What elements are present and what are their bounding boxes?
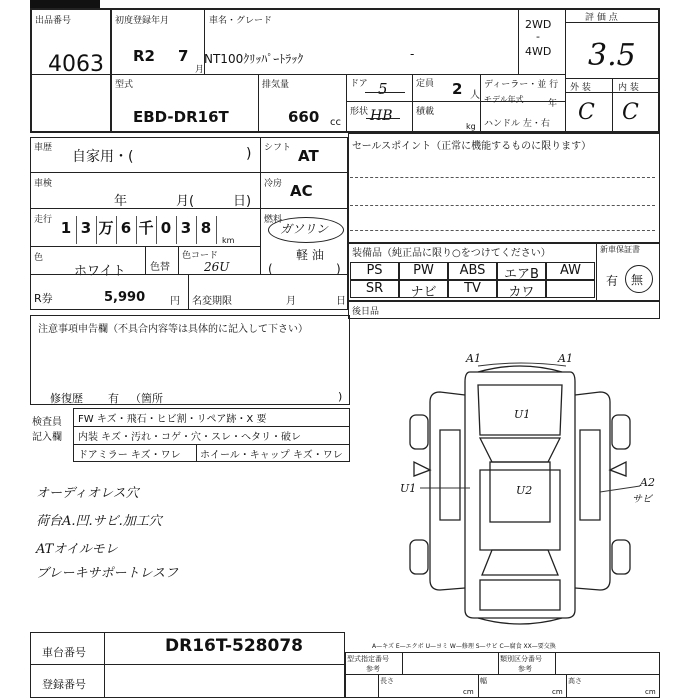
drive-4wd: 4WD	[525, 45, 552, 58]
new-car-warranty-label: 新車保証書	[600, 245, 640, 254]
shift-value: AT	[298, 147, 319, 165]
reg-label: 登録番号	[42, 678, 86, 691]
inspect-month: 月(	[176, 194, 195, 209]
handwritten-note: オーディオレス穴	[36, 486, 139, 501]
divider	[478, 674, 479, 698]
width-cm: cm	[552, 688, 563, 696]
shift-label: シフト	[264, 143, 292, 153]
mileage-digit: 1	[56, 216, 77, 244]
load-unit: kg	[466, 122, 476, 131]
mileage-digit: 0	[156, 216, 177, 244]
equipment-item: カワ	[497, 280, 546, 298]
equipment-label: 装備品（純正品に限り○をつけてください）	[352, 248, 551, 259]
model-name: NT100ｸﾘｯﾊﾟｰﾄﾗｯｸ	[204, 52, 304, 66]
divider	[30, 664, 345, 665]
recycle-unit: 円	[170, 296, 180, 307]
equipment-item: エアB	[497, 262, 546, 280]
first-reg-label: 初度登録年月	[115, 16, 170, 26]
right-side-window	[580, 430, 600, 520]
first-reg-month: 7	[178, 47, 189, 65]
legend: A—キズ E—エクボ U—ヨミ W—修理 S—サビ C—腐食 XX—要交換	[372, 643, 556, 650]
class-label: 類別区分番号	[500, 655, 542, 663]
disp-value: 660	[288, 108, 320, 126]
rear-bumper	[478, 618, 562, 624]
divider	[566, 674, 567, 698]
divider	[402, 652, 403, 674]
fuel-value: ガソリン	[280, 222, 329, 236]
equipment-item: ナビ	[399, 280, 448, 298]
mileage-digit: 8	[196, 216, 217, 244]
length-cm: cm	[463, 688, 474, 696]
use-label: 車歴	[34, 143, 53, 153]
load-label: 積載	[416, 107, 435, 117]
capacity-value: 2	[452, 80, 463, 98]
divider	[555, 652, 556, 674]
height-label: 高さ	[568, 677, 582, 685]
handwritten-note: ブレーキサポートレスフ	[36, 566, 179, 581]
first-reg-era: R2	[133, 47, 155, 65]
repair-yes: 有	[108, 392, 119, 405]
meigi-day: 日	[336, 296, 346, 307]
mileage-unit: km	[222, 236, 235, 245]
color-label: 色	[34, 253, 44, 263]
equipment-item: TV	[448, 280, 497, 298]
left-side-window	[440, 430, 460, 520]
class-ref: 参考	[518, 665, 532, 673]
mileage-digit: 千	[136, 216, 157, 244]
repair-label: 修復歴	[50, 392, 83, 405]
interior-grade: C	[622, 100, 639, 125]
chassis-value: DR16T-528078	[165, 636, 303, 656]
equipment-item: ABS	[448, 262, 497, 280]
door-value: 5	[378, 80, 388, 98]
rear-panel	[480, 580, 560, 610]
divider	[498, 652, 499, 674]
divider	[104, 632, 105, 698]
mileage-digit: 万	[96, 216, 117, 244]
mark-a1-right: A1	[558, 352, 573, 365]
recycle-value: 5,990	[104, 290, 146, 305]
divider	[378, 674, 379, 698]
warranty-yes: 有	[606, 274, 619, 288]
color-value: ホワイト	[74, 264, 126, 279]
meigi-month: 月	[286, 296, 296, 307]
ac-value: AC	[290, 182, 313, 200]
wheel-rr	[612, 540, 630, 574]
model-name-label: 車名・グレード	[209, 16, 273, 26]
inspector-label-2: 記入欄	[32, 432, 62, 443]
inspector-label-1: 検査員	[32, 417, 62, 428]
width-label: 幅	[480, 677, 487, 685]
mileage-digit: 6	[116, 216, 137, 244]
wheel-rl	[410, 540, 428, 574]
mark-u1-top: U1	[514, 408, 531, 421]
interior-row: 内装 キズ・汚れ・コゲ・穴・スレ・へタリ・破レ	[78, 432, 301, 443]
inspect-day: 日)	[233, 194, 252, 209]
equipment-item: PW	[399, 262, 448, 280]
notes-label: 注意事項申告欄（不具合内容等は具体的に記入して下さい）	[38, 324, 308, 335]
mirror-left	[414, 462, 430, 476]
mileage-digit: 3	[176, 216, 197, 244]
meigi-label: 名変期限	[192, 296, 232, 307]
handle-label: ハンドル 左・右	[484, 119, 550, 129]
use-value: 自家用・(	[72, 149, 134, 165]
fw-row: FW キズ・飛石・ヒビ割・リペア跡・X 要	[78, 414, 267, 425]
shape-value: HB	[370, 108, 393, 124]
ac-label: 冷房	[264, 179, 283, 189]
drive-dash: -	[536, 30, 540, 43]
door-label: ドア	[350, 79, 368, 89]
handwritten-note: ATオイルモレ	[36, 542, 118, 557]
after-label: 後日品	[352, 307, 380, 317]
score-value: 3.5	[588, 38, 636, 73]
front-bumper	[478, 366, 562, 372]
capacity-label: 定員	[416, 79, 435, 89]
spec-label: 型式指定番号	[347, 655, 389, 663]
mirror-right	[610, 462, 626, 476]
disp-label: 排気量	[262, 80, 290, 90]
mileage-digit: 3	[76, 216, 97, 244]
exterior-label: 外 装	[570, 83, 591, 93]
color-code-label: 色コード	[182, 251, 219, 261]
wheel-row: ホイール・キャップ キズ・ワレ	[200, 450, 343, 461]
divider	[345, 674, 660, 675]
fuel-paren-open: (	[268, 262, 273, 276]
equipment-item: SR	[350, 280, 399, 298]
interior-label: 内 装	[618, 83, 639, 93]
lot-label: 出品番号	[35, 16, 72, 26]
inspect-year: 年	[114, 194, 128, 209]
mark-a2-sub: サビ	[632, 494, 652, 505]
year-unit: 年	[548, 99, 558, 109]
wheel-fr	[612, 415, 630, 449]
repair-close: )	[338, 390, 343, 403]
drive-2wd: 2WD	[525, 18, 552, 31]
dealer-label: ディーラー・並 行	[484, 80, 559, 90]
wheel-fl	[410, 415, 428, 449]
capacity-unit: 人	[470, 90, 480, 101]
repair-place: （箇所	[130, 392, 163, 405]
color-code-value: 26U	[204, 260, 230, 274]
fuel-paren-close: )	[336, 262, 341, 276]
color-change-label: 色替	[150, 262, 170, 273]
mark-u1-left: U1	[400, 482, 417, 495]
rear-glass	[482, 550, 558, 575]
type-label: 型式	[115, 80, 134, 90]
spec-ref: 参考	[366, 665, 380, 673]
shape-label: 形状	[350, 107, 369, 117]
recycle-label: R券	[34, 292, 53, 305]
score-label: 評 価 点	[585, 13, 618, 23]
windshield	[480, 438, 560, 462]
handwritten-note: 荷台A.凹.サビ.加工穴	[36, 514, 162, 529]
lot-number: 4063	[48, 52, 104, 77]
mileage-label: 走行	[34, 215, 53, 225]
inspect-label: 車検	[34, 179, 53, 189]
grade-dash: -	[410, 47, 415, 61]
sales-point-label: セールスポイント（正常に機能するものに限ります）	[352, 141, 592, 152]
fuel-label: 燃料	[264, 215, 283, 225]
equipment-item: PS	[350, 262, 399, 280]
equipment-item: AW	[546, 262, 595, 280]
warranty-no: 無	[631, 273, 644, 287]
length-label: 長さ	[380, 677, 394, 685]
cargo-bed	[480, 470, 560, 550]
mark-a1-left: A1	[466, 352, 481, 365]
use-close: )	[246, 146, 252, 162]
fuel-other: 軽 油	[296, 248, 324, 262]
mirror-row: ドアミラー キズ・ワレ	[78, 450, 181, 461]
month-unit: 月	[195, 65, 205, 75]
height-cm: cm	[645, 688, 656, 696]
exterior-grade: C	[578, 100, 595, 125]
model-year-label: モデル年式	[484, 95, 524, 104]
mark-u2: U2	[516, 484, 533, 497]
type-value: EBD-DR16T	[133, 108, 229, 126]
chassis-label: 車台番号	[42, 646, 86, 659]
disp-unit: cc	[330, 117, 341, 128]
mark-a2-right: A2	[640, 476, 655, 489]
